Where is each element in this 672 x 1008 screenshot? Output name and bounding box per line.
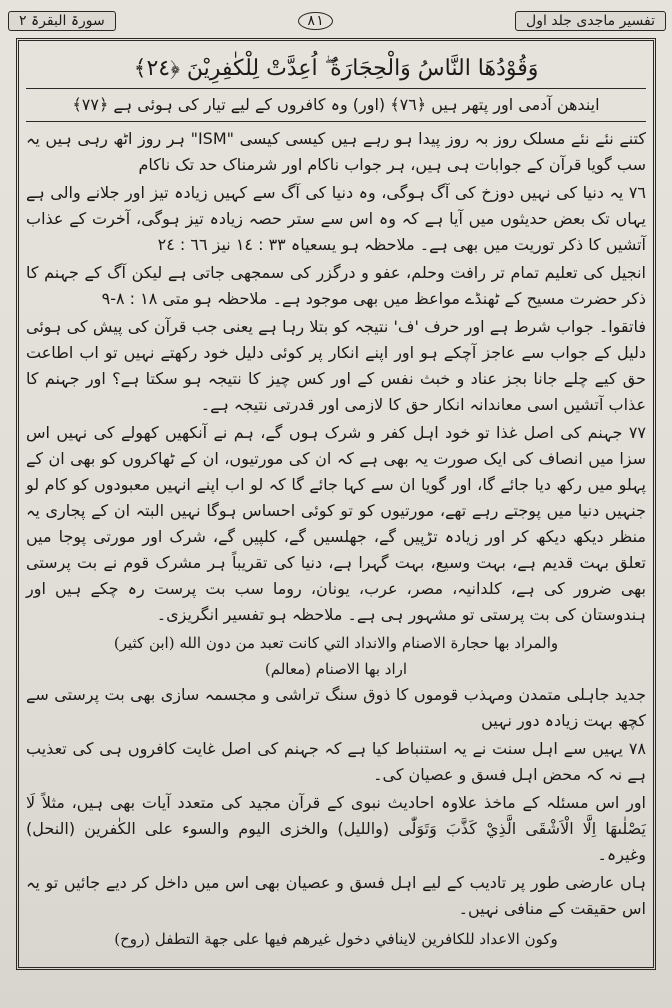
page-number: ٨١ bbox=[298, 12, 333, 30]
verse-translation: ایندھن آدمی اور پتھر ہیں ﴿٧٦﴾ (اور) وہ کافروں کے لیے تیار کی ہوئی ہے ﴿٧٧﴾ bbox=[26, 89, 646, 122]
commentary-para-5: اور اس مسئلہ کے ماخذ علاوہ احادیث نبوی کے قرآن مجید کی متعدد آیات بھی ہیں، مثلاً لَا يَصْلٰىهَا اِلَّا الْاَشْقَى الَّذِيْ كَذَّبَ وَتَوَلّٰى (واللیل) والخزی الیوم والسوء علی الکٰفرین (النحل) وغیرہ۔ bbox=[26, 793, 646, 864]
surah-label: سورۃ البقرۃ ٢ bbox=[8, 11, 116, 31]
note-78: ٧٨ یہیں سے اہل سنت نے یہ استنباط کیا ہے کہ جہنم کی اصل غایت کافروں ہی کی تعذیب ہے نہ کہ محض اہل فسق و عصیان کی۔ bbox=[26, 739, 646, 784]
note-77: ٧٧ جہنم کی اصل غذا تو خود اہل کفر و شرک ہوں گے، ہم نے آنکھیں کھولے کی نہیں اس سزا میں انصاف کی ایک صورت یہ بھی ہے کہ ان کی مورتیوں، ان کے ٹھاکروں کو بھی ان کے پہلو میں رکھ دیا جائے گا، اور گویا ان سے کہا جائے گا کہ لو اب اپنے انہیں معبودوں کو کام لو جنہیں دنیا میں پوجتے رہے تھے، مورتیوں کو تو کوئی احساس ہوگا نہیں البتہ ان کے پجاری یہ منظر دیکھ دیکھ کر اور زیادہ تڑپیں گے، جھلسیں گے، کلپیں گے، شرک اور مورتی پوجا میں تعلق بہت قدیم ہے، بہت وسیع، بہت گہرا ہے، دنیا کی تقریباً ہر مشرک قوم نے بت پرستی بھی ضرور کی ہے، کلدانیہ، مصر، عرب، یونان، روما سب بت پرست رہ چکے ہیں اور ہندوستان کی بت پرستی تو مشہور ہی ہے۔ ملاحظہ ہو تفسیر انگریزی۔ bbox=[26, 423, 646, 624]
book-title-label: تفسیر ماجدی جلد اول bbox=[515, 11, 666, 31]
arabic-quote-maalim: اراد بها الاصنام (معالم) bbox=[264, 660, 408, 678]
commentary-para-1: کتنے نئے نئے مسلک روز بہ روز پیدا ہو رہے ہیں کیسی کیسی "ISM" ہر روز اٹھ رہی ہیں یہ سب گویا قرآن کے جوابات ہی ہیں، ہر جواب ناکام اور شرمناک حد تک ناکام bbox=[26, 129, 646, 174]
commentary-para-4: جدید جاہلی متمدن ومہذب قوموں کا ذوق سنگ تراشی و مجسمہ سازی بھی بت پرستی سے کچھ بہت زیادہ دور نہیں bbox=[26, 685, 646, 730]
page-content bbox=[26, 50, 646, 952]
commentary-para-2: انجیل کی تعلیم تمام تر رافت وحلم، عفو و درگزر کی سمجھی جاتی ہے لیکن آگ کے جہنم کا ذکر حضرت مسیح کے ٹھنڈے مواعظ میں بھی موجود ہے۔ ملاحظہ ہو متی ١٨ : ٨-٩ bbox=[26, 263, 646, 308]
arabic-quote-ibn-kathir: والمراد بها حجارة الاصنام والانداد التي كانت تعبد من دون الله (ابن كثير) bbox=[113, 634, 559, 652]
page-header bbox=[8, 6, 666, 36]
quran-verse: وَقُوْدُهَا النَّاسُ وَالْحِجَارَةُ ۖ اُعِدَّتْ لِلْكٰفِرِيْنَ ﴿٢٤﴾ bbox=[26, 54, 646, 89]
note-76: ٧٦ یہ دنیا کی نہیں دوزخ کی آگ ہوگی، وہ دنیا کی آگ سے کہیں زیادہ تیز اور جلانے والی ہے یہاں تک بعض حدیثوں میں آیا ہے کہ وہ اس سے ستر حصہ زیادہ تیز ہوگی، آخرت کے عذاب آتشیں کا ذکر توریت میں بھی ہے۔ ملاحظہ ہو یسعیاہ ٣٣ : ١٤ نیز ٦٦ : ٢٤ bbox=[26, 183, 646, 254]
arabic-quote-ruh: وكون الاعداد للكافرين لاينافي دخول غيرهم فيها على جهة التطفل (روح) bbox=[114, 930, 558, 948]
commentary-para-3: فاتقوا۔ جواب شرط ہے اور حرف 'ف' نتیجہ کو بتلا رہا ہے یعنی جب قرآن کی پیش کی ہوئی دلیل کے جواب سے عاجز آچکے ہو اور اپنے انکار پر کوئی دلیل خود رکھتے نہیں تو اب اطاعت حق کیے چلے جانا بجز عناد و خبث نفس کے اور کس چیز کا نتیجہ ہو سکتا ہے؟ اور جہنم کا عذاب آتشیں اسی معاندانہ انکار حق کا لازمی اور قدرتی نتیجہ ہے۔ bbox=[26, 317, 646, 414]
commentary-para-6: ہاں عارضی طور پر تادیب کے لیے اہل فسق و عصیان بھی اس میں داخل کر دیے جائیں تو یہ اس حقیقت کے منافی نہیں۔ bbox=[26, 873, 646, 918]
